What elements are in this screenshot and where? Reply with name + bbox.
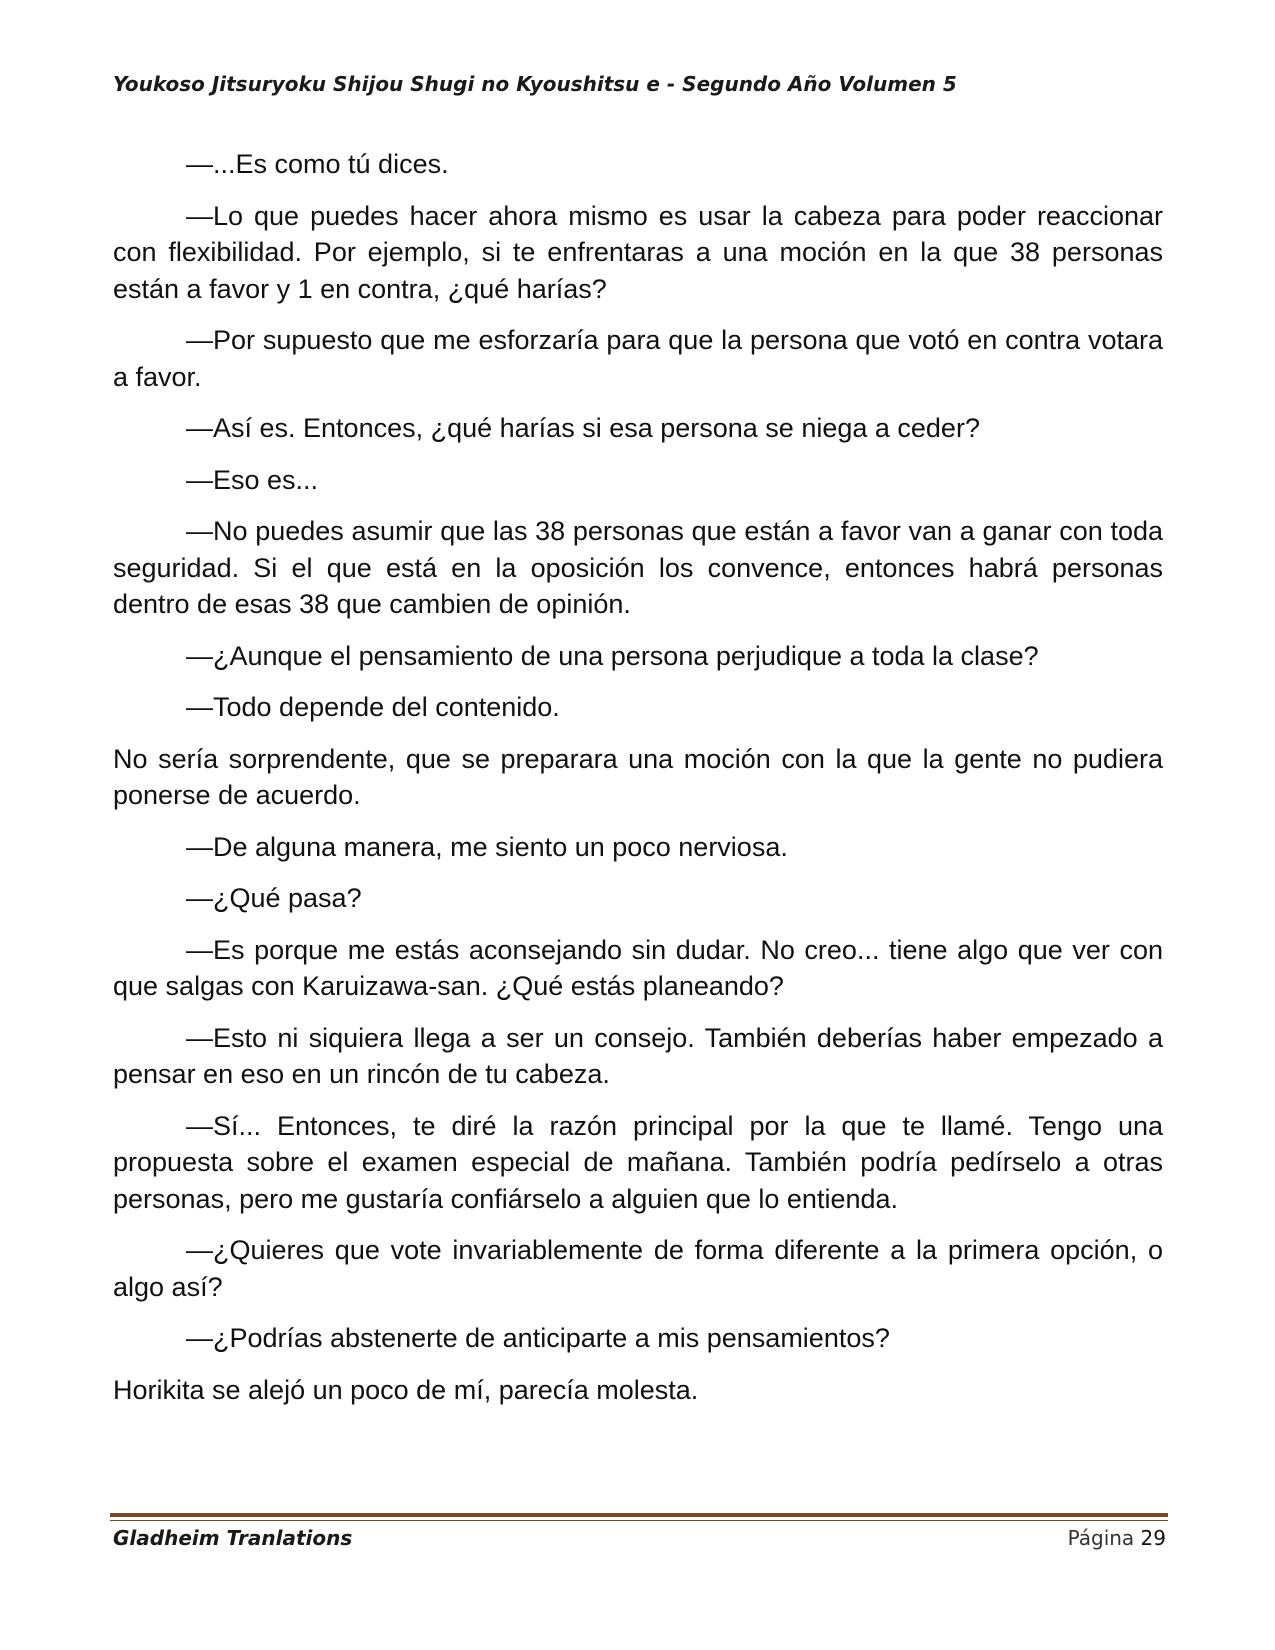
paragraph: —...Es como tú dices. [186,149,449,179]
paragraph: —De alguna manera, me siento un poco nerviosa. [186,831,788,862]
paragraph: —Así es. Entonces, ¿qué harías si esa persona se niega a ceder? [186,413,980,443]
footer-divider-thin [110,1520,1168,1521]
paragraph: —Es porque me estás aconsejando sin dudar. No creo... tiene algo que ver con que salgas con Karuizawa-san. ¿Qué estás planeando? [113,934,1163,1001]
page-body [113,146,1163,1423]
narration-paragraph: Horikita se alejó un poco de mí, parecía molesta. [113,1374,699,1405]
paragraph: —Esto ni siquiera llega a ser un consejo. También deberías haber empezado a pensar en eso en un rincón de tu cabeza. [113,1022,1163,1089]
paragraph: —No puedes asumir que las 38 personas que están a favor van a ganar con toda seguridad. Si el que está en la oposición los convence, entonces habrá personas dentro de esas 38 que cambien de opinión. [113,516,1163,619]
paragraph: —Lo que puedes hacer ahora mismo es usar la cabeza para poder reaccionar con flexibilidad. Por ejemplo, si te enfrentaras a una moción en la que 38 personas están a favor y 1 en contra, ¿qué harías? [113,200,1163,304]
page-label: Página [1067,1526,1135,1550]
paragraph: —¿Podrías abstenerte de anticiparte a mis pensamientos? [186,1323,890,1353]
running-header: Youkoso Jitsuryoku Shijou Shugi no Kyoushitsu e - Segundo Año Volumen 5 [113,72,957,96]
paragraph: —¿Aunque el pensamiento de una persona perjudique a toda la clase? [186,640,1039,671]
page-number-block [1068,1526,1166,1550]
page-number: 29 [1140,1526,1166,1550]
paragraph: —Eso es... [186,464,319,495]
narration-paragraph: No sería sorprendente, que se preparara una moción con la que la gente no pudiera ponerse de acuerdo. [113,743,1163,810]
paragraph: —Por supuesto que me esforzaría para que la persona que votó en contra votara a favor. [113,325,1163,392]
paragraph: —¿Qué pasa? [186,883,362,913]
footer-divider [110,1513,1168,1517]
paragraph: —¿Quieres que vote invariablemente de forma diferente a la primera opción, o algo así? [113,1235,1163,1302]
footer-credit: Gladheim Tranlations [113,1526,353,1550]
paragraph: —Todo depende del contenido. [186,692,560,722]
paragraph: —Sí... Entonces, te diré la razón principal por la que te llamé. Tengo una propuesta sobre el examen especial de mañana. También podría pedírselo a otras personas, pero me gustaría confiárselo a alguien que lo entienda. [113,1110,1163,1214]
